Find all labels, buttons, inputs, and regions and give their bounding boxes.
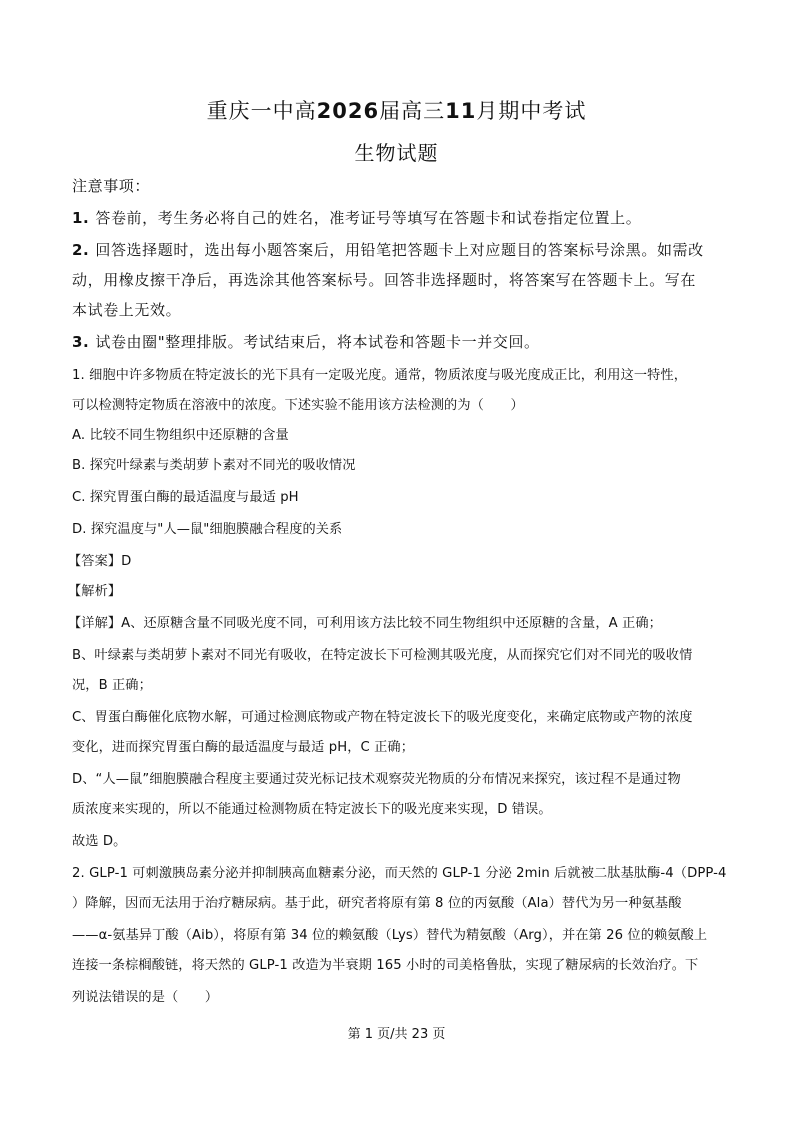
- notice-item-text: 试卷由圈"整理排版。考试结束后，将本试卷和答题卡一并交回。: [95, 333, 540, 351]
- notice-item-number: 3.: [72, 333, 90, 351]
- q1-detail-line-7: 质浓度来实现的，所以不能通过检测物质在特定波长下的吸光度来实现，D 错误。: [72, 802, 552, 817]
- q2-stem-line-4: 连接一条棕榈酸链，将天然的 GLP-1 改造为半衰期 165 小时的司美格鲁肽，实现了糖尿病的长效治疗。下: [72, 958, 699, 973]
- notice-item-number: 2.: [72, 241, 90, 259]
- exam-title-suffix: 月期中考试: [476, 99, 587, 123]
- q2-stem-line-5: 列说法错误的是（ ）: [72, 990, 219, 1005]
- q1-detail-line-1: 【详解】A、还原糖含量不同吸光度不同，可利用该方法比较不同生物组织中还原糖的含量，A 正确；: [68, 616, 662, 631]
- q1-option-a: A. 比较不同生物组织中还原糖的含量: [72, 428, 289, 443]
- exam-title-mid: 届高三: [379, 99, 446, 123]
- notice-item-text: 答卷前，考生务必将自己的姓名，准考证号等填写在答题卡和试卷指定位置上。: [95, 209, 642, 227]
- notice-item-number: 1.: [72, 209, 90, 227]
- exam-title-month: 11: [445, 99, 477, 123]
- q1-stem-line-2: 可以检测特定物质在溶液中的浓度。下述实验不能用该方法检测的为（ ）: [72, 398, 524, 413]
- exam-title: [0, 98, 793, 124]
- notice-item-2: [72, 240, 732, 260]
- q1-option-d: D. 探究温度与"人—鼠"细胞膜融合程度的关系: [72, 522, 343, 537]
- page-footer: 第 1 页/共 23 页: [347, 1027, 446, 1042]
- q1-option-b: B. 探究叶绿素与类胡萝卜素对不同光的吸收情况: [72, 458, 356, 473]
- q1-answer: 【答案】D: [68, 554, 132, 569]
- q2-stem-line-1: 2. GLP-1 可刺激胰岛素分泌并抑制胰高血糖素分泌，而天然的 GLP-1 分泌 2min 后就被二肽基肽酶-4（DPP-4: [72, 866, 727, 881]
- notice-item-2-cont-2: 本试卷上无效。: [72, 301, 182, 319]
- q1-detail-line-3: 况，B 正确；: [72, 678, 152, 693]
- q1-detail-line-6: D、“人—鼠”细胞膜融合程度主要通过荧光标记技术观察荧光物质的分布情况来探究，该过程不是通过物: [72, 772, 681, 787]
- q1-detail-line-5: 变化，进而探究胃蛋白酶的最适温度与最适 pH，C 正确；: [72, 740, 414, 755]
- notice-item-2-cont-1: 动，用橡皮擦干净后，再选涂其他答案标号。回答非选择题时，将答案写在答题卡上。写在: [72, 271, 697, 289]
- q2-stem-line-2: ）降解，因而无法用于治疗糖尿病。基于此，研究者将原有第 8 位的丙氨酸（Ala）替代为另一种氨基酸: [72, 896, 682, 911]
- q1-option-c: C. 探究胃蛋白酶的最适温度与最适 pH: [72, 490, 299, 505]
- notice-item-text: 回答选择题时，选出每小题答案后，用铅笔把答题卡上对应题目的答案标号涂黑。如需改: [95, 241, 704, 259]
- exam-title-prefix: 重庆一中高: [206, 99, 317, 123]
- q1-detail-line-2: B、叶绿素与类胡萝卜素对不同光有吸收，在特定波长下可检测其吸光度，从而探究它们对不同光的吸收情: [72, 648, 693, 663]
- notice-heading: 注意事项：: [72, 177, 151, 195]
- q1-stem-line-1: 1. 细胞中许多物质在特定波长的光下具有一定吸光度。通常，物质浓度与吸光度成正比，利用这一特性，: [72, 368, 688, 383]
- q2-stem-line-3: ——α-氨基异丁酸（Aib），将原有第 34 位的赖氨酸（Lys）替代为精氨酸（Arg），并在第 26 位的赖氨酸上: [72, 928, 708, 943]
- q1-detail-line-4: C、胃蛋白酶催化底物水解，可通过检测底物或产物在特定波长下的吸光度变化，来确定底物或产物的浓度: [72, 710, 693, 725]
- q1-analysis-heading: 【解析】: [68, 584, 122, 599]
- notice-item-3: [72, 332, 732, 352]
- exam-subtitle: 生物试题: [354, 141, 439, 165]
- q1-conclusion: 故选 D。: [72, 834, 127, 849]
- notice-item-1: [72, 208, 732, 228]
- exam-title-year: 2026: [316, 99, 380, 123]
